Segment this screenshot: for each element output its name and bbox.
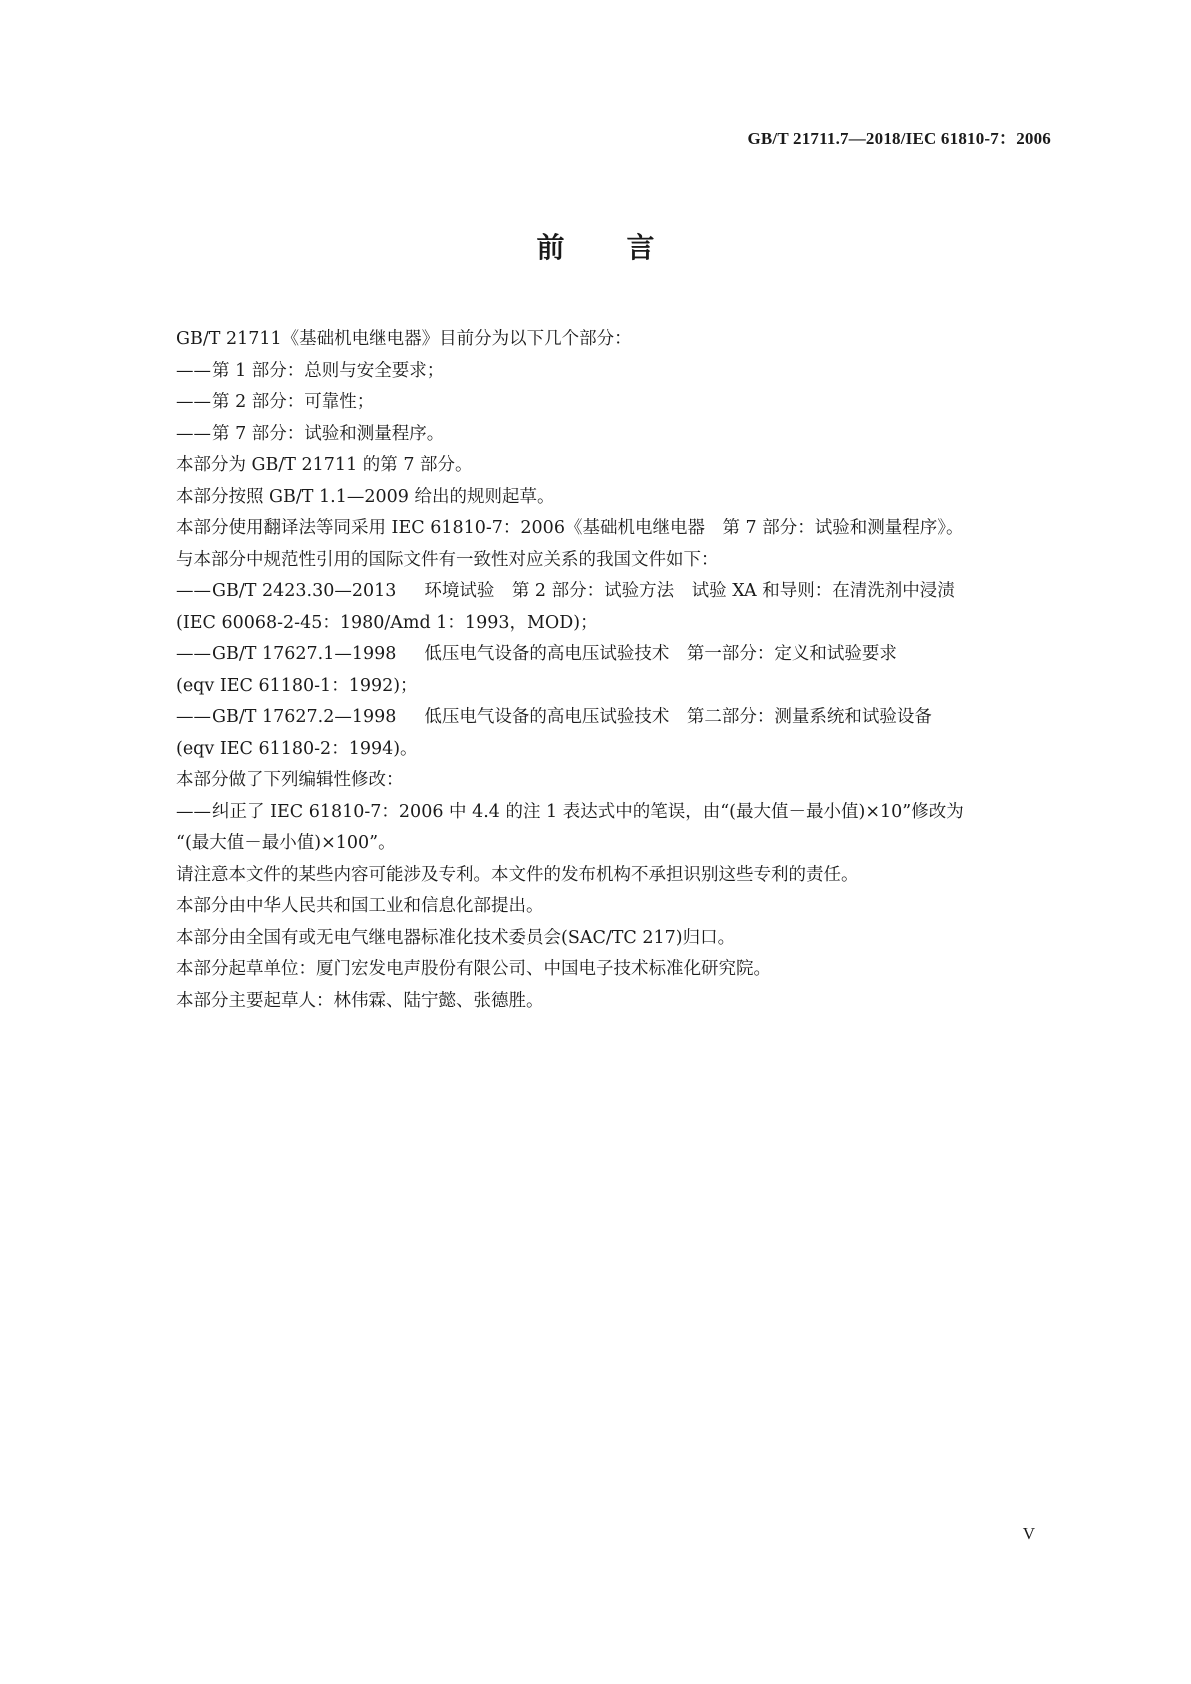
reference-item-gbt-2423-30 bbox=[176, 576, 1056, 639]
dash-marker: —— bbox=[176, 360, 211, 381]
paragraph-drafting-rules: 本部分按照 GB/T 1.1—2009 给出的规则起草。 bbox=[176, 486, 555, 507]
paragraph-editorial-intro: 本部分做了下列编辑性修改： bbox=[176, 770, 404, 790]
reference-item-gbt-17627-2 bbox=[176, 702, 1056, 765]
dash-marker: —— bbox=[176, 581, 211, 601]
reference-equivalence: (eqv IEC 61180-2：1994)。 bbox=[176, 738, 418, 759]
reference-code: GB/T 17627.2—1998 bbox=[212, 707, 397, 727]
editorial-change-item bbox=[176, 797, 1056, 860]
paragraph-committee: 本部分由全国有或无电气继电器标准化技术委员会(SAC/TC 217)归口。 bbox=[176, 927, 736, 948]
paragraph-drafters: 本部分主要起草人：林伟霖、陆宁懿、张德胜。 bbox=[176, 990, 544, 1011]
standard-code-header: GB/T 21711.7—2018/IEC 61810-7：2006 bbox=[747, 129, 1051, 148]
paragraph-drafting-units: 本部分起草单位：厦门宏发电声股份有限公司、中国电子技术标准化研究院。 bbox=[176, 959, 771, 979]
list-item-part-1 bbox=[176, 356, 1056, 388]
page-title: 前言 bbox=[536, 231, 717, 264]
reference-title: 低压电气设备的高电压试验技术 第二部分：测量系统和试验设备 bbox=[424, 707, 932, 727]
list-item-text: 第 2 部分：可靠性； bbox=[212, 392, 375, 412]
reference-title: 环境试验 第 2 部分：试验方法 试验 XA 和导则：在清洗剂中浸渍 bbox=[424, 581, 955, 601]
dash-marker: —— bbox=[176, 801, 211, 822]
editorial-change-text: 纠正了 IEC 61810-7：2006 中 4.4 的注 1 表达式中的笔误，由“(最大值－最小值)×10”修改为 bbox=[212, 801, 964, 822]
paragraph-proposer: 本部分由中华人民共和国工业和信息化部提出。 bbox=[176, 896, 544, 916]
reference-code: GB/T 2423.30—2013 bbox=[212, 581, 397, 601]
dash-marker: —— bbox=[176, 644, 211, 664]
paragraph-references-intro: 与本部分中规范性引用的国际文件有一致性对应关系的我国文件如下： bbox=[176, 549, 719, 570]
dash-marker: —— bbox=[176, 423, 211, 444]
paragraph-adoption: 本部分使用翻译法等同采用 IEC 61810-7：2006《基础机电继电器 第 7 部分：试验和测量程序》。 bbox=[176, 518, 964, 538]
reference-title: 低压电气设备的高电压试验技术 第一部分：定义和试验要求 bbox=[424, 644, 897, 664]
editorial-change-continuation: “(最大值－最小值)×100”。 bbox=[176, 833, 396, 853]
page-number: V bbox=[1022, 1524, 1035, 1543]
reference-equivalence: (eqv IEC 61180-1：1992)； bbox=[176, 675, 418, 696]
list-item-text: 第 1 部分：总则与安全要求； bbox=[212, 360, 445, 381]
reference-equivalence: (IEC 60068-2-45：1980/Amd 1：1993，MOD)； bbox=[176, 612, 598, 633]
reference-item-gbt-17627-1 bbox=[176, 639, 1056, 702]
list-item-part-7 bbox=[176, 419, 1056, 451]
paragraph-patent-notice: 请注意本文件的某些内容可能涉及专利。本文件的发布机构不承担识别这些专利的责任。 bbox=[176, 864, 859, 885]
list-item-text: 第 7 部分：试验和测量程序。 bbox=[212, 423, 445, 444]
list-item-part-2 bbox=[176, 387, 1056, 419]
dash-marker: —— bbox=[176, 392, 211, 412]
foreword-body bbox=[176, 324, 1056, 1017]
paragraph-series-intro: GB/T 21711《基础机电继电器》目前分为以下几个部分： bbox=[176, 329, 632, 349]
dash-marker: —— bbox=[176, 707, 211, 727]
paragraph-part-number: 本部分为 GB/T 21711 的第 7 部分。 bbox=[176, 455, 473, 475]
reference-code: GB/T 17627.1—1998 bbox=[212, 644, 397, 664]
